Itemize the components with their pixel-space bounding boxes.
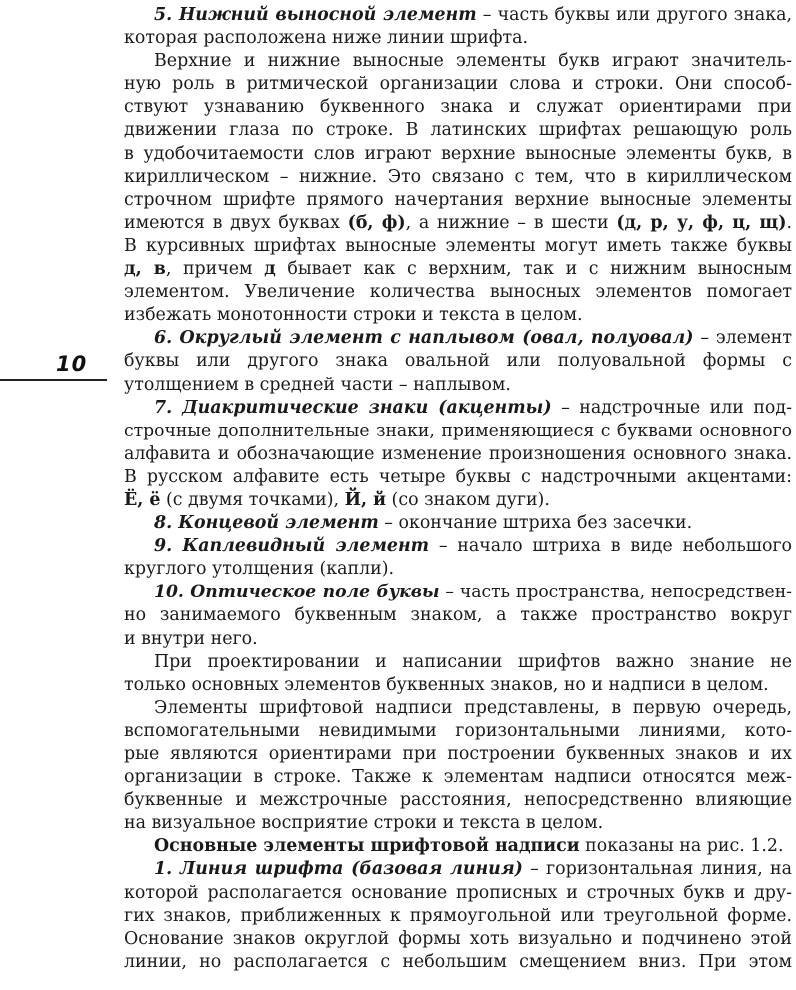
- text-line: [124, 951, 792, 974]
- text-run: В курсивных шрифтах выносные элементы могут иметь также буквы: [124, 235, 792, 256]
- text-run: линии, но располагается с небольшим смещением вниз. При этом: [124, 951, 792, 972]
- text-line: [124, 905, 792, 928]
- text-run: показаны на рис. 1.2.: [579, 836, 784, 857]
- text-run: на визуальное восприятие строки и текста в целом.: [124, 813, 604, 834]
- text-run: вспомогательными невидимыми горизонтальными линиями, кото-: [124, 720, 792, 741]
- text-run: В русском алфавите есть четыре буквы с надстрочными акцентами:: [124, 466, 792, 487]
- text-run: – окончание штриха без засечки.: [378, 513, 693, 534]
- text-line: [124, 166, 792, 189]
- text-run: элементом. Увеличение количества выносных элементов помогает: [124, 282, 792, 303]
- text-line: [124, 27, 792, 50]
- text-run: но занимаемого буквенным знаком, а также пространство вокруг: [124, 605, 792, 626]
- text-line: [124, 374, 792, 397]
- text-run: буквенные и межстрочные расстояния, непосредственно влияющие: [124, 790, 792, 811]
- text-line: [124, 789, 792, 812]
- text-run: Основание знаков округлой формы хоть визуально и подчинено этой: [124, 928, 792, 949]
- text-line: [124, 697, 792, 720]
- text-line: [124, 50, 792, 73]
- text-run: имеются в двух буквах: [124, 212, 348, 233]
- text-run: которой располагается основание прописных и строчных букв и дру-: [124, 882, 792, 903]
- text-run: рые являются ориентирами при построении буквенных знаков и их: [124, 744, 792, 764]
- text-run: ную роль в ритмической организации слова и строки. Они способ-: [124, 74, 792, 95]
- bold-text: д, в: [124, 259, 166, 280]
- text-run: Элементы шрифтовой надписи представлены, в первую очередь,: [154, 697, 792, 718]
- text-run: ствуют узнаванию буквенного знака и служат ориентирами при: [124, 97, 792, 118]
- bold-text: (б, ф): [347, 212, 406, 233]
- text-line: [124, 858, 792, 881]
- text-line: [124, 281, 792, 304]
- text-line: [124, 928, 792, 951]
- text-run: – часть буквы или другого знака,: [476, 5, 792, 25]
- text-line: [124, 397, 792, 420]
- bold-text: Основные элементы шрифтовой надписи: [154, 836, 580, 857]
- text-run: движении глаза по строке. В латинских шрифтах решающую роль: [124, 120, 792, 141]
- bold-text: д: [264, 259, 276, 280]
- text-run: Верхние и нижние выносные элементы букв играют значитель-: [154, 51, 792, 72]
- text-line: [124, 651, 792, 674]
- text-run: (с двумя точками),: [160, 489, 345, 510]
- term-heading: 1. Линия шрифта (базовая линия): [154, 859, 523, 880]
- term-heading: 5. Нижний выносной элемент: [154, 5, 477, 25]
- text-line: [124, 766, 792, 789]
- text-run: – элемент: [693, 328, 792, 349]
- text-line: [124, 674, 792, 697]
- bold-text: (д, р, у, ф, ц, щ): [616, 212, 787, 233]
- text-line: [124, 535, 792, 558]
- text-run: .: [786, 212, 792, 233]
- text-line: [124, 119, 792, 142]
- bold-text: Й, й: [344, 489, 387, 510]
- text-line: [124, 581, 792, 604]
- text-run: гих знаков, приближенных к прямоугольной или треугольной форме.: [124, 905, 792, 926]
- bold-text: Ё, ё: [124, 489, 161, 510]
- text-run: бывает как с верхним, так и с нижним выносным: [275, 259, 792, 280]
- text-run: утолщением в средней части – наплывом.: [124, 374, 511, 395]
- text-line: [124, 189, 792, 212]
- text-run: избежать монотонности строки и текста в целом.: [124, 305, 583, 326]
- text-run: которая расположена ниже линии шрифта.: [124, 28, 528, 49]
- text-line: [124, 235, 792, 258]
- text-run: в удобочитаемости слов играют верхние выносные элементы букв, в: [124, 143, 792, 164]
- text-run: , а нижние – в шести: [405, 212, 617, 233]
- term-heading: 9. Каплевидный элемент: [154, 536, 430, 557]
- text-line: [124, 628, 792, 651]
- text-run: и внутри него.: [124, 628, 258, 649]
- text-run: При проектировании и написании шрифтов важно знание не: [154, 651, 792, 672]
- text-run: – надстрочные или под-: [551, 397, 792, 418]
- text-line: [124, 558, 792, 581]
- text-line: [124, 466, 792, 489]
- text-run: алфавита и обозначающие изменение произношения основного знака.: [124, 443, 792, 464]
- text-line: [124, 882, 792, 905]
- text-run: буквы или другого знака овальной или полуовальной формы с: [124, 351, 792, 372]
- text-line: [124, 350, 792, 373]
- margin-rule: [0, 379, 107, 381]
- term-heading: 10. Оптическое поле буквы: [154, 582, 440, 603]
- text-line: [124, 720, 792, 743]
- text-line: [124, 327, 792, 350]
- text-run: – начало штриха в виде небольшого: [429, 536, 793, 557]
- text-line: [124, 604, 792, 627]
- text-run: организации в строке. Также к элементам надписи относятся меж-: [124, 767, 792, 788]
- text-line: [124, 304, 792, 327]
- text-line: [124, 73, 792, 96]
- text-run: круглого утолщения (капли).: [124, 559, 395, 580]
- text-line: [124, 4, 792, 27]
- text-line: [124, 835, 792, 858]
- text-line: [124, 143, 792, 166]
- text-line: [124, 420, 792, 443]
- text-line: [124, 512, 792, 535]
- term-heading: 7. Диакритические знаки (акценты): [154, 397, 552, 418]
- text-run: строчном шрифте прямого начертания верхние выносные элементы: [124, 189, 792, 210]
- body-text: [124, 4, 792, 974]
- text-line: [124, 743, 792, 766]
- text-line: [124, 812, 792, 835]
- text-run: , причем: [165, 259, 265, 280]
- text-run: – горизонтальная линия, на: [522, 859, 792, 880]
- text-line: [124, 212, 792, 235]
- text-line: [124, 443, 792, 466]
- text-run: только основных элементов буквенных знаков, но и надписи в целом.: [124, 674, 769, 695]
- text-line: [124, 96, 792, 119]
- text-run: (со знаком дуги).: [386, 489, 550, 510]
- text-run: строчные дополнительные знаки, применяющиеся с буквами основного: [124, 420, 792, 441]
- text-run: кириллическом – нижние. Это связано с тем, что в кириллическом: [124, 166, 792, 187]
- term-heading: 6. Округлый элемент с наплывом (овал, полуовал): [154, 328, 694, 349]
- term-heading: 8. Концевой элемент: [154, 513, 379, 534]
- text-line: [124, 258, 792, 281]
- page-number: 10: [56, 352, 88, 376]
- text-run: – часть пространства, непосредствен-: [439, 582, 792, 603]
- text-line: [124, 489, 792, 512]
